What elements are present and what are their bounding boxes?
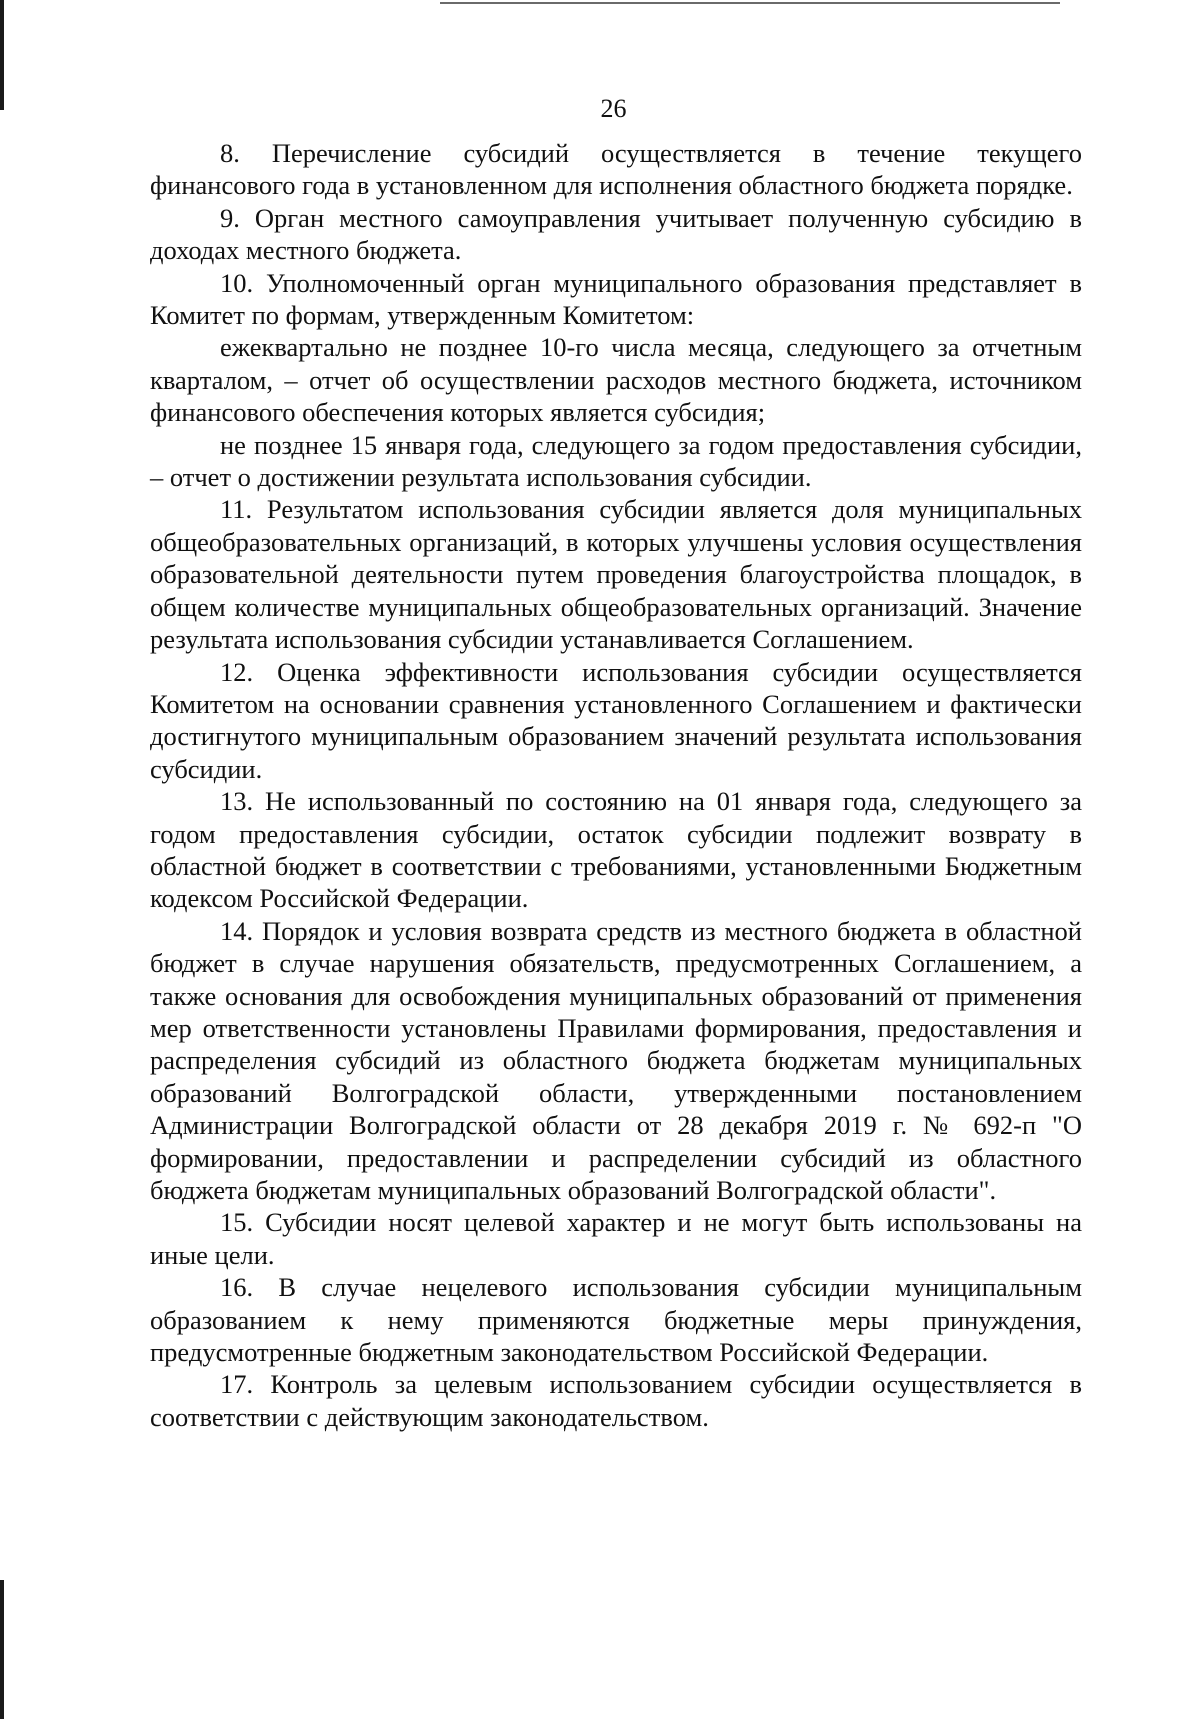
paragraph-11: 11. Результатом использования субсидии является доля муниципальных общеобразовательных организаций, в которых улучшены условия осуществления образовательной деятельности путем проведения благоустройства площадок, в общем количестве муниципальных общеобразовательных организаций. Значение результата использования субсидии устанавливается Соглашением. (150, 494, 1082, 655)
scan-edge-mark (0, 1580, 4, 1719)
paragraph-14: 14. Порядок и условия возврата средств из местного бюджета в областной бюджет в случае нарушения обязательств, предусмотренных Соглашением, а также основания для освобождения муниципальных образований от применения мер ответственности установлены Правилами формирования, предоставления и распределения субсидий из областного бюджета бюджетам муниципальных образований Волгоградской области, утвержденными постановлением Администрации Волгоградской области от 28 декабря 2019 г. № 692-п "О формировании, предоставлении и распределении субсидий из областного бюджета бюджетам муниципальных образований Волгоградской области". (150, 915, 1082, 1205)
paragraph-9: 9. Орган местного самоуправления учитывает полученную субсидию в доходах местного бюджета. (150, 202, 1082, 266)
paragraph-12: 12. Оценка эффективности использования субсидии осуществляется Комитетом на основании сравнения установленного Соглашением и фактически достигнутого муниципальным образованием значений результата использования субсидии. (150, 656, 1082, 784)
document-body (150, 137, 1082, 1433)
paragraph-17: 17. Контроль за целевым использованием субсидии осуществляется в соответствии с действующим законодательством. (150, 1369, 1082, 1432)
paragraph-8: 8. Перечисление субсидий осуществляется в течение текущего финансового года в установленном для исполнения областного бюджета порядке. (150, 138, 1082, 201)
paragraph-16: 16. В случае нецелевого использования субсидии муниципальным образованием к нему применяются бюджетные меры принуждения, предусмотренные бюджетным законодательством Российской Федерации. (150, 1272, 1082, 1368)
paragraph-10: 10. Уполномоченный орган муниципального образования представляет в Комитет по формам, утвержденным Комитетом: (150, 267, 1082, 331)
page-number: 26 (600, 94, 627, 123)
paragraph-13: 13. Не использованный по состоянию на 01 января года, следующего за годом предоставления субсидии, остаток субсидии подлежит возврату в областной бюджет в соответствии с требованиями, установленными Бюджетным кодексом Российской Федерации. (150, 786, 1082, 914)
scan-top-rule (440, 2, 1060, 4)
paragraph-15: 15. Субсидии носят целевой характер и не могут быть использованы на иные цели. (150, 1207, 1082, 1270)
paragraph-10-item-quarterly: ежеквартально не позднее 10-го числа месяца, следующего за отчетным кварталом, – отчет об осуществлении расходов местного бюджета, источником финансового обеспечения которых является субсидия; (150, 332, 1082, 428)
paragraph-10-item-annual: не позднее 15 января года, следующего за годом предоставления субсидии, – отчет о достижении результата использования субсидии. (150, 429, 1082, 493)
